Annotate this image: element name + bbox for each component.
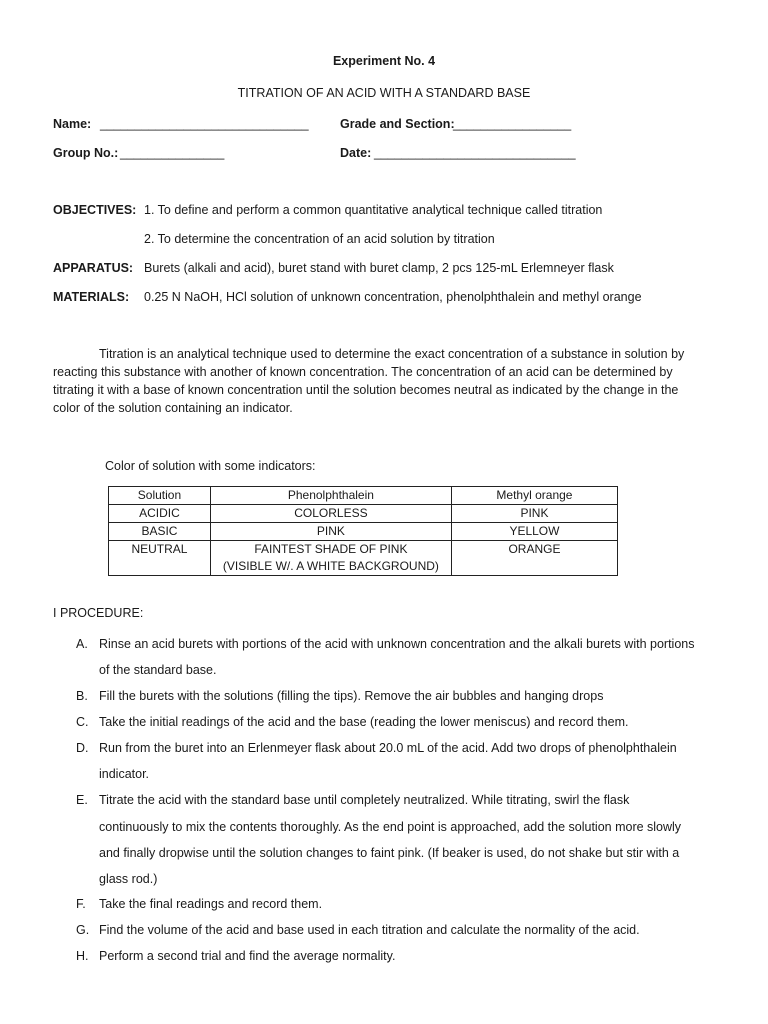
step-line: Perform a second trial and find the average normality. — [99, 949, 396, 963]
grade-section-label: Grade and Section: — [340, 117, 455, 131]
materials-label: MATERIALS: — [53, 290, 130, 304]
step-line: glass rod.) — [99, 872, 158, 886]
step-line: Find the volume of the acid and base used in each titration and calculate the normality of the acid. — [99, 923, 640, 937]
step-line: Run from the buret into an Erlenmeyer flask about 20.0 mL of the acid. Add two drops of phenolphthalein — [99, 741, 677, 755]
apparatus-label: APPARATUS: — [53, 261, 134, 275]
materials-text: 0.25 N NaOH, HCl solution of unknown concentration, phenolphthalein and methyl orange — [144, 290, 642, 304]
intro-line: titrating it with a base of known concentration until the solution becomes neutral as indicated by the change in the — [53, 383, 679, 397]
step-letter: B. — [76, 689, 88, 703]
group-field-line[interactable]: _______________ — [120, 146, 225, 160]
step-letter: E. — [76, 793, 88, 807]
table-row — [109, 541, 618, 559]
step-line: of the standard base. — [99, 663, 217, 677]
step-line: Take the final readings and record them. — [99, 897, 323, 911]
table-cell: PINK — [451, 505, 617, 523]
table-cell: BASIC — [109, 523, 211, 541]
step-line: Take the initial readings of the acid and the base (reading the lower meniscus) and record them. — [99, 715, 629, 729]
table-cell: ORANGE — [451, 541, 617, 559]
step-letter: A. — [76, 637, 88, 651]
step-letter: H. — [76, 949, 89, 963]
step-line: Titrate the acid with the standard base until completely neutralized. While titrating, swirl the flask — [99, 793, 630, 807]
step-letter: C. — [76, 715, 89, 729]
table-cell: FAINTEST SHADE OF PINK — [210, 541, 451, 559]
step-letter: G. — [76, 923, 90, 937]
step-letter: F. — [76, 897, 86, 911]
table-cell: ACIDIC — [109, 505, 211, 523]
step-line: Fill the burets with the solutions (filling the tips). Remove the air bubbles and hanging drops — [99, 689, 604, 703]
intro-line: color of the solution containing an indicator. — [53, 401, 293, 415]
table-cell: COLORLESS — [210, 505, 451, 523]
step-line: and finally dropwise until the solution changes to faint pink. (If beaker is used, do not shake but stir with a — [99, 846, 680, 860]
table-cell: (VISIBLE W/. A WHITE BACKGROUND) — [210, 558, 451, 576]
date-field-line[interactable]: _____________________________ — [374, 146, 576, 160]
table-cell: YELLOW — [451, 523, 617, 541]
table-row — [109, 558, 618, 576]
intro-line: Titration is an analytical technique used to determine the exact concentration of a substance in solution by — [99, 347, 685, 361]
intro-line: reacting this substance with another of known concentration. The concentration of an acid can be determined by — [53, 365, 673, 379]
objective-item: 1. To define and perform a common quantitative analytical technique called titration — [144, 203, 603, 217]
experiment-title: TITRATION OF AN ACID WITH A STANDARD BASE — [237, 86, 531, 100]
step-line: continuously to mix the contents thoroughly. As the end point is approached, add the solution more slowly — [99, 820, 682, 834]
table-header-cell: Methyl orange — [451, 487, 617, 505]
table-header-cell: Solution — [109, 487, 211, 505]
name-label: Name: — [53, 117, 92, 131]
table-cell: NEUTRAL — [109, 541, 211, 559]
name-field-line[interactable]: ______________________________ — [100, 117, 309, 131]
experiment-number: Experiment No. 4 — [332, 54, 436, 68]
table-header-cell: Phenolphthalein — [210, 487, 451, 505]
objective-item: 2. To determine the concentration of an acid solution by titration — [144, 232, 495, 246]
step-line: indicator. — [99, 767, 150, 781]
procedure-heading: I PROCEDURE: — [53, 606, 144, 620]
apparatus-text: Burets (alkali and acid), buret stand with buret clamp, 2 pcs 125-mL Erlemneyer flask — [144, 261, 614, 275]
grade-section-field-line[interactable]: _________________ — [453, 117, 572, 131]
step-line: Rinse an acid burets with portions of the acid with unknown concentration and the alkali burets with portions — [99, 637, 695, 651]
table-row — [109, 505, 618, 523]
table-row — [109, 523, 618, 541]
objectives-label: OBJECTIVES: — [53, 203, 137, 217]
table-cell: PINK — [210, 523, 451, 541]
table-cell — [451, 558, 617, 576]
indicator-color-table — [108, 486, 618, 576]
table-header-row — [109, 487, 618, 505]
date-label: Date: — [340, 146, 372, 160]
table-caption: Color of solution with some indicators: — [105, 459, 316, 473]
step-letter: D. — [76, 741, 89, 755]
group-label: Group No.: — [53, 146, 119, 160]
table-cell — [109, 558, 211, 576]
